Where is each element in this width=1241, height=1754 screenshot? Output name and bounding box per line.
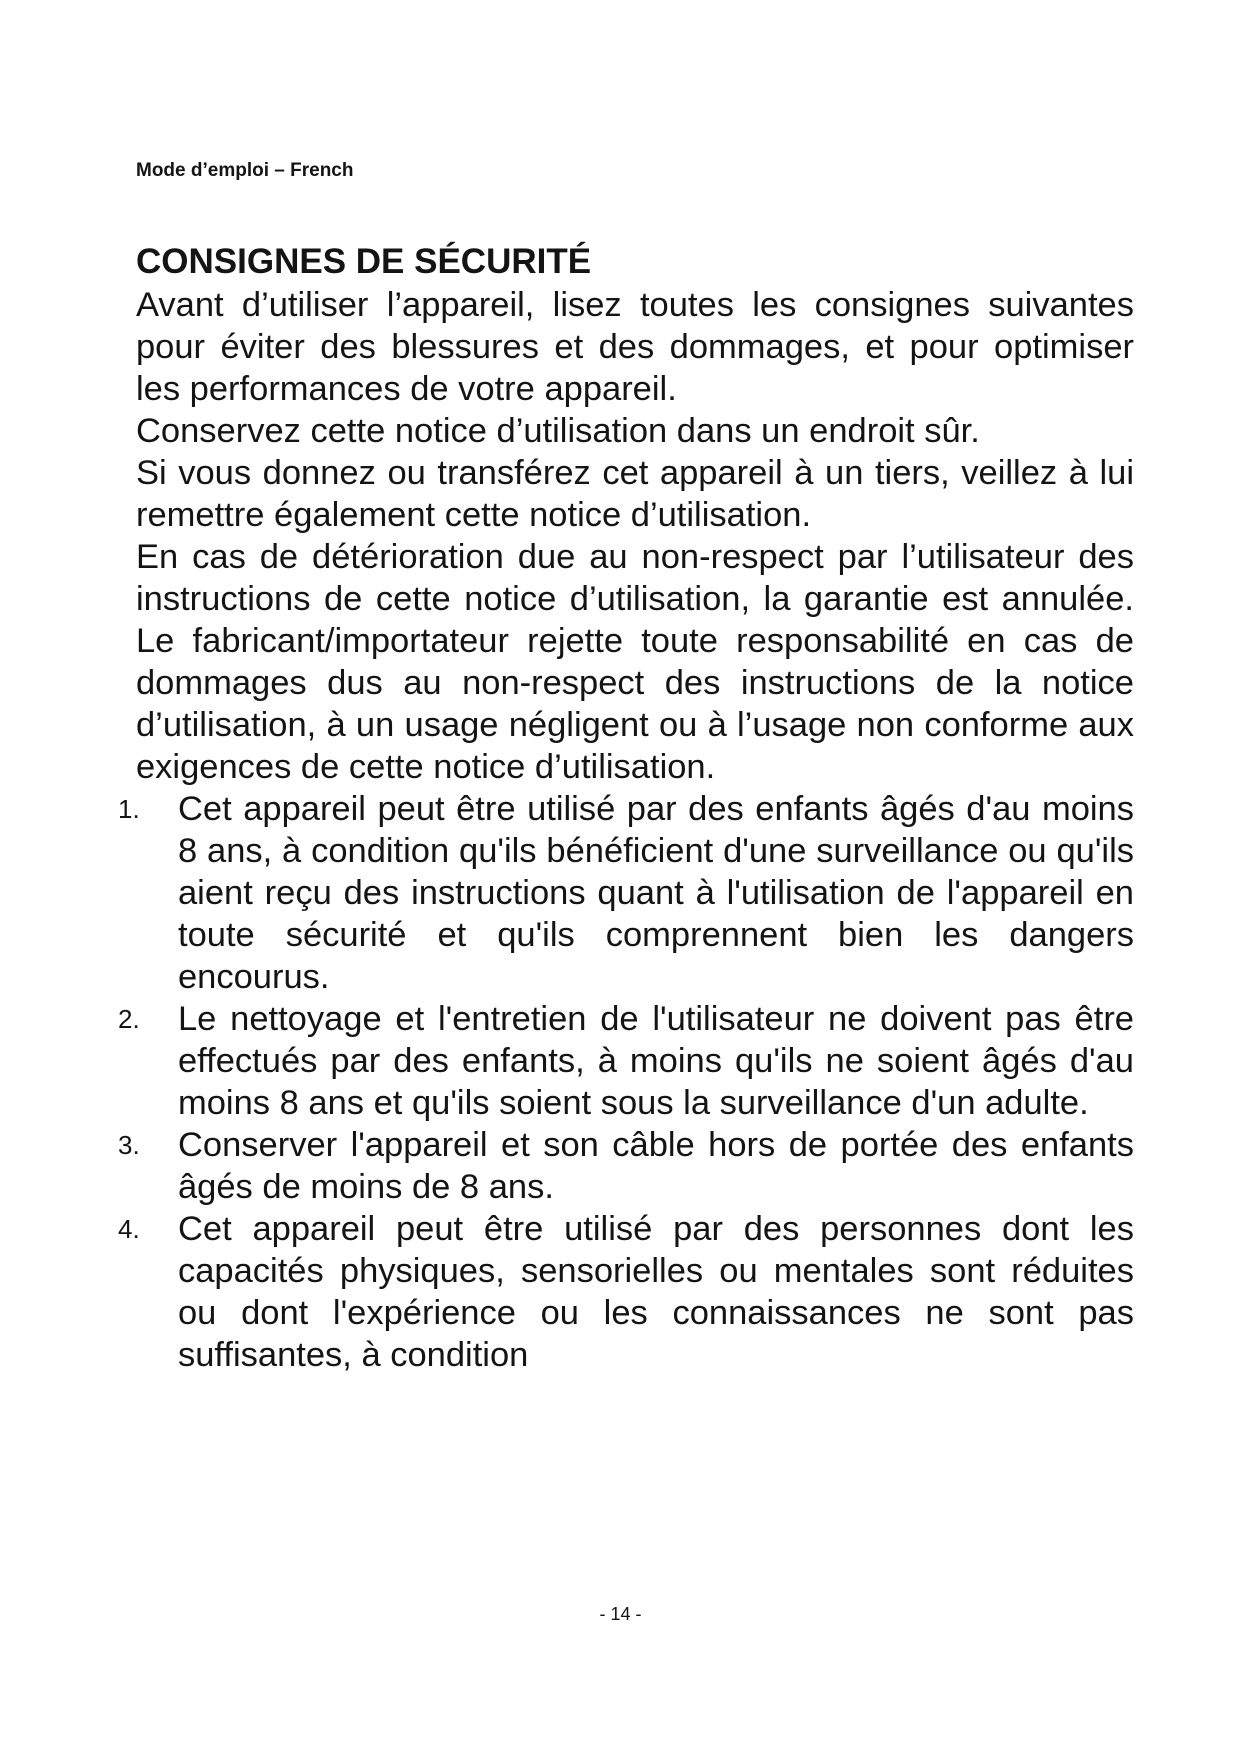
list-item-text: Conserver l'appareil et son câble hors de portée des enfants âgés de moins de 8 ans.	[178, 1126, 1134, 1206]
intro-paragraph: Si vous donnez ou transférez cet appareil à un tiers, veillez à lui remettre également cette notice d’utilisation.	[136, 454, 1134, 534]
list-item	[118, 1124, 1134, 1208]
list-item-number: 2.	[118, 1004, 140, 1034]
list-item-text: Cet appareil peut être utilisé par des enfants âgés d'au moins 8 ans, à condition qu'ils bénéficient d'une surveillance ou qu'ils aient reçu des instructions quant à l'utilisation de l'appareil en toute sécurité et qu'ils comprennent bien les dangers encourus.	[178, 790, 1134, 996]
list-item-text: Cet appareil peut être utilisé par des personnes dont les capacités physiques, sensorielles ou mentales sont réduites ou dont l'expérience ou les connaissances ne sont pas suffisantes, à condition	[178, 1210, 1134, 1374]
intro-paragraph: Avant d’utiliser l’appareil, lisez toutes les consignes suivantes pour éviter des blessures et des dommages, et pour optimiser les performances de votre appareil.	[136, 286, 1134, 408]
intro-paragraph: Conservez cette notice d’utilisation dans un endroit sûr.	[136, 412, 980, 450]
list-item	[118, 1208, 1134, 1376]
page-number: - 14 -	[599, 1604, 642, 1624]
page-header: Mode d’emploi – French	[136, 160, 354, 181]
intro-paragraph: En cas de détérioration due au non-respect par l’utilisateur des instructions de cette notice d’utilisation, la garantie est annulée. Le fabricant/importateur rejette toute responsabilité en cas de dommages dus au non-respect des instructions de la notice d’utilisation, à un usage négligent ou à l’usage non conforme aux exigences de cette notice d’utilisation.	[136, 538, 1134, 786]
list-item	[118, 998, 1134, 1124]
safety-rules-list	[118, 788, 1134, 1376]
intro-text	[136, 284, 1134, 788]
list-item	[118, 788, 1134, 998]
list-item-text: Le nettoyage et l'entretien de l'utilisateur ne doivent pas être effectués par des enfants, à moins qu'ils ne soient âgés d'au moins 8 ans et qu'ils soient sous la surveillance d'un adulte.	[178, 1000, 1134, 1122]
page-content	[118, 240, 1134, 1376]
section-title: CONSIGNES DE SÉCURITÉ	[136, 242, 592, 281]
list-item-number: 3.	[118, 1130, 140, 1160]
list-item-number: 1.	[118, 794, 140, 824]
list-item-number: 4.	[118, 1214, 140, 1244]
